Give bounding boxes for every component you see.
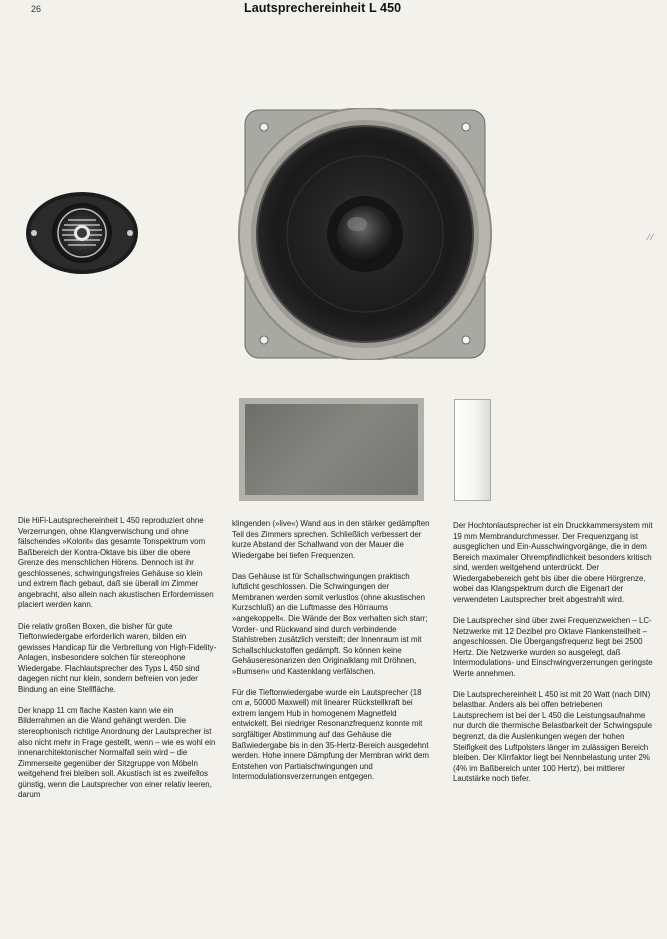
page-number: 26 [31,4,42,14]
text-column-1 [18,516,218,811]
text-column-2 [232,519,432,793]
grille-panel-photo [239,398,424,501]
paragraph: Die Lautsprechereinheit L 450 ist mit 20 Watt (nach DIN) belastbar. Anders als bei offen betriebenen Lautsprechern ist bei der L 450 die Leistungsaufnahme nur durch die thermische Belastbarkeit der Schwingspule begrenzt, da die Auslenkungen wegen der hohen Steifigkeit des Luftpolsters länger im zulässigen Bereich bleiben. Der Klirrfaktor liegt bei Nennbelastung unter 2% (4% im Baßbereich unter 100 Hertz), bei mittlerer Lautstärke noch tiefer. [453,689,653,784]
small-speaker-photo [24,189,140,277]
text-column-3 [453,521,653,795]
paragraph: Das Gehäuse ist für Schallschwingungen praktisch luftdicht geschlossen. Die Schwingungen der Membranen werden somit verlustlos (ohne akustischen Kurzschluß) an die Luftmasse des Hörraums »angekoppelt«. Die Wände der Box verhalten sich starr; Vorder- und Rückwand sind durch verbindende Stahlstreben zusätzlich versteift; der Innenraum ist mit Schallschluckstoffen gedämpft. So können keine Gehäuseresonanzen den Originalklang mit Dröhnen, »Bumsen« und Kastenklang verfälschen. [232,571,428,676]
paragraph: Die relativ großen Boxen, die bisher für gute Tieftonwiedergabe erforderlich waren, bilden ein gewisses Handicap für die Verbreitung von High-Fidelity-Anlagen, insbesondere solchen für stereophone Wiedergabe. Flachlautsprecher des Typs L 450 sind dagegen nicht nur klein, sondern befreien von jeder Bindung an eine Stellfläche. [18,621,217,694]
large-speaker-photo [225,108,505,360]
page-title: Lautsprechereinheit L 450 [244,1,402,15]
narrow-panel-photo [454,399,491,501]
paragraph: Für die Tieftonwiedergabe wurde ein Lautsprecher (18 cm ⌀, 50000 Maxwell) mit linearer Rückstellkraft bei extrem langem Hub in homogenem Magnetfeld entwickelt. Bei niedriger Resonanzfrequenz konnte mit sorgfältiger Abstimmung auf das Gehäuse die Baßwiedergabe bis in den 35-Hertz-Bereich ausgedehnt werden. Hohe innere Dämpfung der Membran wirkt dem Entstehen von Partialschwingungen und Intermodulationsverzerrungen entgegen. [232,687,429,782]
paragraph: klingenden (»live«) Wand aus in den stärker gedämpften Teil des Zimmers sprechen. Schließlich verbessert der kurze Abstand der Schallwand von der Mauer die Wiedergabe bei tiefen Frequenzen. [232,519,430,560]
paragraph: Der Hochtonlautsprecher ist ein Druckkammersystem mit 19 mm Membrandurchmesser. Der Frequenzgang ist ausgeglichen und Ein-Ausschwingvorgänge, die in dem Bereich maximaler Ohrempfindlichkeit besonders kritisch sind, werden weitgehend unterdrückt. Der Wiedergabebereich geht bis über die obere Hörgrenze, wobei das Klangspektrum durch die Eigenart der verwendeten Lautsprecher breit abgestrahlt wird. [453,521,653,604]
paragraph: Die HiFi-Lautsprechereinheit L 450 reproduziert ohne Verzerrungen, ohne Klangverwischung und ohne fälschendes »Kolorit« das gesamte Tonspektrum vom Baßbereich der Kontra-Oktave bis über die obere Grenze des menschlichen Hörens. Dennoch ist ihr geschlossenes, schwingungsfreies Gehäuse so klein und extrem flach gebaut, daß sie überall im Zimmer angebracht, also allein nach akustischen Erfordernissen placiert werden kann. [18,516,214,610]
margin-marks: ⁄ ⁄ [648,233,653,242]
paragraph: Der knapp 11 cm flache Kasten kann wie ein Bilderrahmen an die Wand gehängt werden. Die stereophonisch richtige Anordnung der Lautsprecher ist also nicht mehr in Frage gestellt, wenn – wie es wohl ein innenarchitektonischer Normalfall sein wird – die Zimmerseite gegenüber der Sitzgruppe von Möbeln weitgehend frei bleiben soll. Akustisch ist es zweifellos günstig, wenn die Lautsprecher von einer relativ leeren, darum [18,705,216,800]
paragraph: Die Lautsprecher sind über zwei Frequenzweichen – LC-Netzwerke mit 12 Dezibel pro Oktave Flankensteilheit – angeschlossen. Die Übergangsfrequenz liegt bei 2500 Hertz. Die Netzwerke wurden so ausgelegt, daß Intermodulations- und Einschwingverzerrungen geringste Werte annehmen. [453,615,653,678]
